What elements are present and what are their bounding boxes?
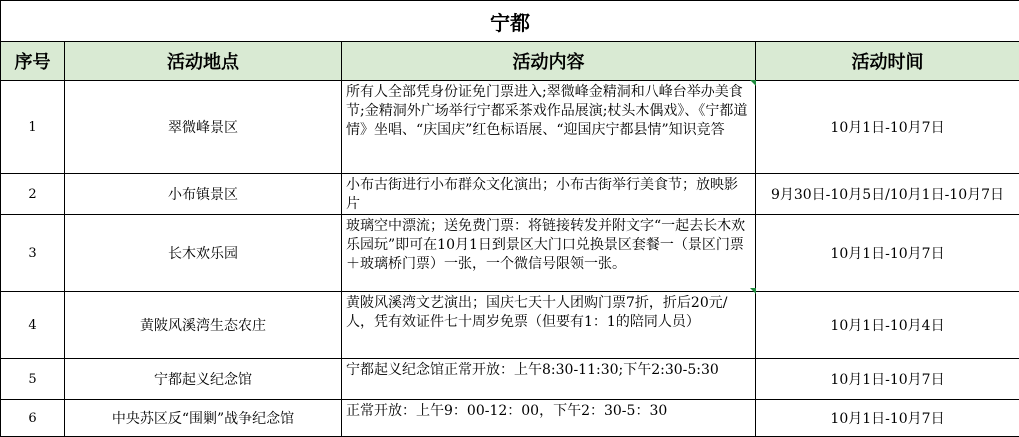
header-row <box>1 42 1019 81</box>
cell-location[interactable]: 长木欢乐园 <box>65 215 342 292</box>
cell-index[interactable]: 3 <box>1 215 65 292</box>
table-row <box>1 215 1019 292</box>
table-row <box>1 81 1019 174</box>
header-location[interactable]: 活动地点 <box>65 42 342 81</box>
cell-time[interactable]: 10月1日-10月4日 <box>756 292 1019 359</box>
table-row <box>1 292 1019 359</box>
comment-marker-icon <box>750 288 756 294</box>
cell-content[interactable]: 正常开放：上午9：00-12：00，下午2：30-5：30 <box>342 400 756 437</box>
cell-time[interactable]: 10月1日-10月7日 <box>756 359 1019 400</box>
header-index[interactable]: 序号 <box>1 42 65 81</box>
cell-content[interactable]: 小布古街进行小布群众文化演出；小布古街举行美食节；放映影片 <box>342 174 756 215</box>
table-row <box>1 359 1019 400</box>
header-time[interactable]: 活动时间 <box>756 42 1019 81</box>
cell-time[interactable]: 9月30日-10月5日/10月1日-10月7日 <box>756 174 1019 215</box>
cell-content[interactable]: 宁都起义纪念馆正常开放：上午8:30-11:30;下午2:30-5:30 <box>342 359 756 400</box>
cell-index[interactable]: 5 <box>1 359 65 400</box>
table-row <box>1 174 1019 215</box>
header-content[interactable]: 活动内容 <box>342 42 756 81</box>
cell-content[interactable]: 黄陂风溪湾文艺演出；国庆七天十人团购门票7折，折后20元/人，凭有效证件七十周岁免票（但要有1：1的陪同人员） <box>342 292 756 359</box>
cell-index[interactable]: 2 <box>1 174 65 215</box>
cell-content[interactable]: 所有人全部凭身份证免门票进入;翠微峰金精洞和八峰台举办美食节;金精洞外广场举行宁都采茶戏作品展演;杖头木偶戏》、《宁都道情》坐唱、“庆国庆”红色标语展、“迎国庆宁都县情”知识竞答 <box>342 81 756 174</box>
cell-index[interactable]: 4 <box>1 292 65 359</box>
cell-location[interactable]: 翠微峰景区 <box>65 81 342 174</box>
cell-index[interactable]: 6 <box>1 400 65 437</box>
cell-location[interactable]: 宁都起义纪念馆 <box>65 359 342 400</box>
cell-content[interactable]: 玻璃空中漂流；送免费门票：将链接转发并附文字“一起去长木欢乐园玩”即可在10月1日到景区大门口兑换景区套餐一（景区门票＋玻璃桥门票）一张，一个微信号限领一张。 <box>342 215 756 292</box>
cell-time[interactable]: 10月1日-10月7日 <box>756 400 1019 437</box>
cell-location[interactable]: 黄陂风溪湾生态农庄 <box>65 292 342 359</box>
cell-location[interactable]: 中央苏区反“围剿”战争纪念馆 <box>65 400 342 437</box>
cell-time[interactable]: 10月1日-10月7日 <box>756 215 1019 292</box>
table-row <box>1 400 1019 437</box>
comment-marker-icon <box>750 80 756 86</box>
title-row <box>1 1 1019 42</box>
cell-index[interactable]: 1 <box>1 81 65 174</box>
cell-time[interactable]: 10月1日-10月7日 <box>756 81 1019 174</box>
cell-location[interactable]: 小布镇景区 <box>65 174 342 215</box>
table-title[interactable]: 宁都 <box>1 1 1019 42</box>
